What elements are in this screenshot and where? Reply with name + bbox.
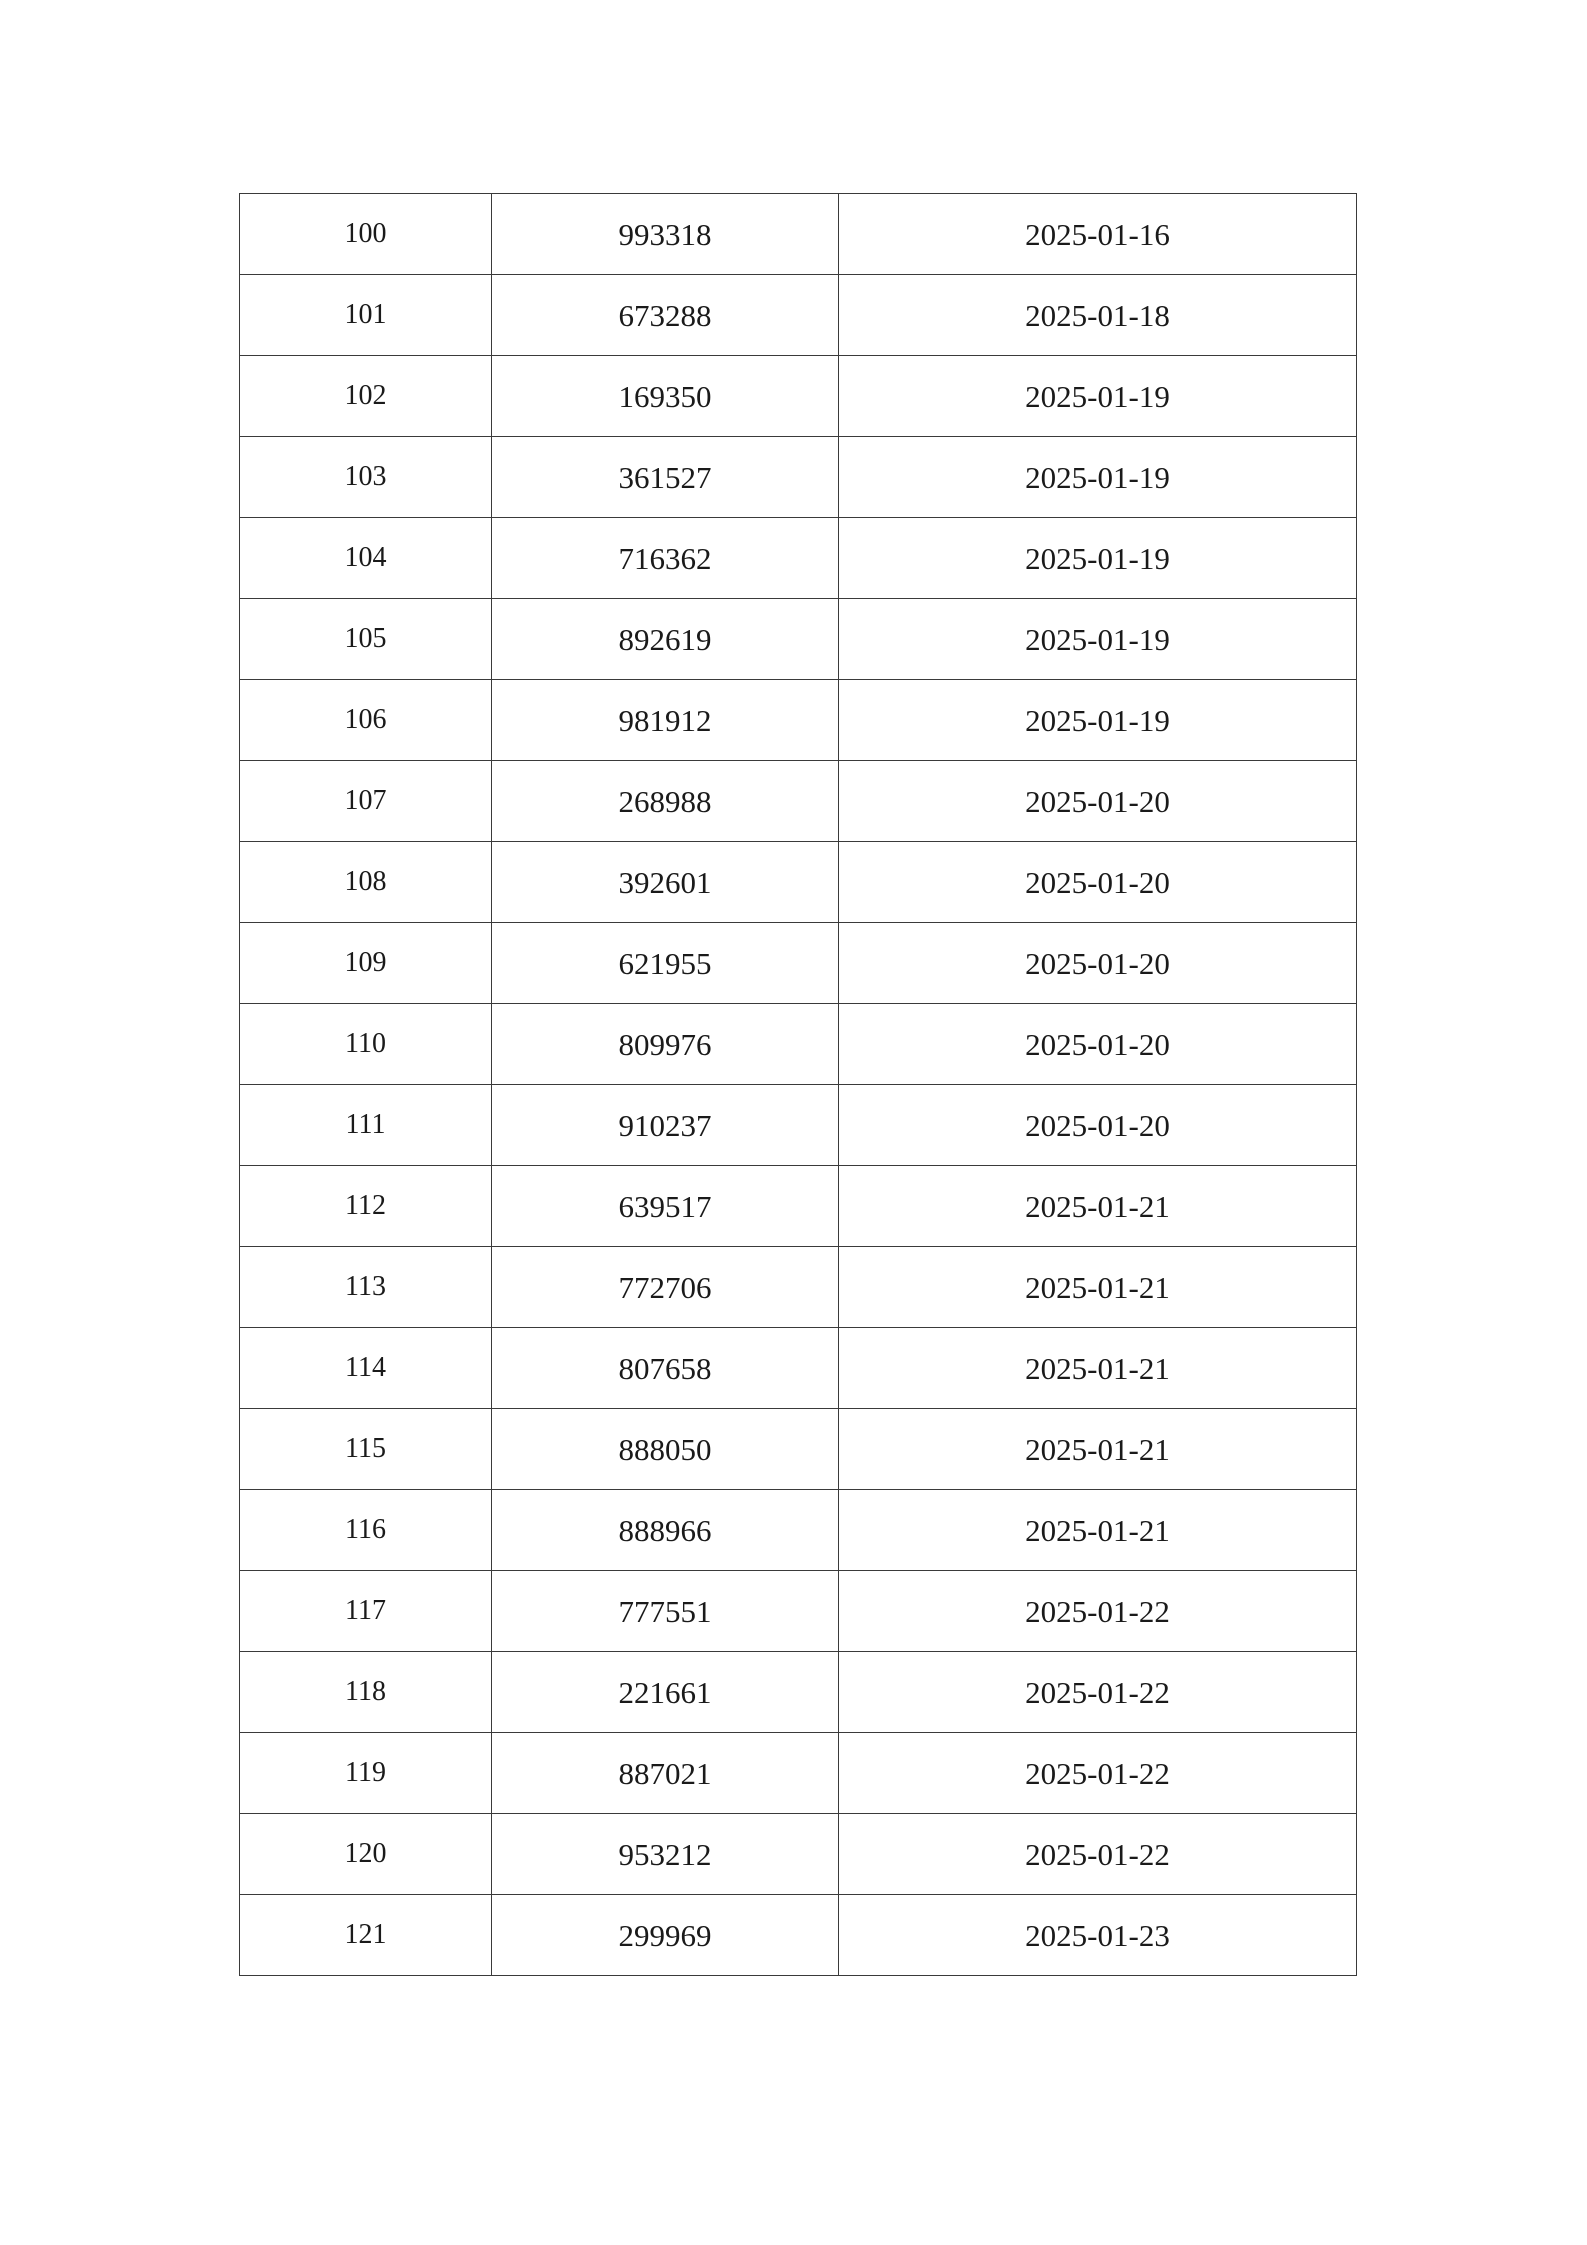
- row-code-cell: 392601: [492, 842, 839, 923]
- row-date-cell: 2025-01-20: [839, 923, 1357, 1004]
- row-index-cell: 102: [240, 356, 492, 437]
- row-date-cell: 2025-01-21: [839, 1247, 1357, 1328]
- table-row: [240, 923, 1357, 1004]
- row-code-cell: 809976: [492, 1004, 839, 1085]
- table-body: [240, 194, 1357, 1976]
- row-date-cell: 2025-01-22: [839, 1571, 1357, 1652]
- row-index-cell: 110: [240, 1004, 492, 1085]
- row-date-cell: 2025-01-20: [839, 761, 1357, 842]
- table-row: [240, 1652, 1357, 1733]
- row-code-cell: 807658: [492, 1328, 839, 1409]
- row-date-cell: 2025-01-16: [839, 194, 1357, 275]
- row-code-cell: 716362: [492, 518, 839, 599]
- row-code-cell: 888050: [492, 1409, 839, 1490]
- row-date-cell: 2025-01-21: [839, 1328, 1357, 1409]
- row-code-cell: 888966: [492, 1490, 839, 1571]
- row-index-cell: 119: [240, 1733, 492, 1814]
- row-index-cell: 108: [240, 842, 492, 923]
- row-code-cell: 299969: [492, 1895, 839, 1976]
- table-row: [240, 1895, 1357, 1976]
- row-index-cell: 104: [240, 518, 492, 599]
- row-index-cell: 114: [240, 1328, 492, 1409]
- row-index-cell: 105: [240, 599, 492, 680]
- table-row: [240, 1571, 1357, 1652]
- row-code-cell: 892619: [492, 599, 839, 680]
- row-date-cell: 2025-01-23: [839, 1895, 1357, 1976]
- table-row: [240, 1409, 1357, 1490]
- row-code-cell: 221661: [492, 1652, 839, 1733]
- row-code-cell: 268988: [492, 761, 839, 842]
- table-row: [240, 680, 1357, 761]
- row-date-cell: 2025-01-19: [839, 680, 1357, 761]
- row-code-cell: 777551: [492, 1571, 839, 1652]
- row-index-cell: 121: [240, 1895, 492, 1976]
- row-index-cell: 117: [240, 1571, 492, 1652]
- row-code-cell: 981912: [492, 680, 839, 761]
- table-row: [240, 275, 1357, 356]
- row-index-cell: 116: [240, 1490, 492, 1571]
- row-date-cell: 2025-01-21: [839, 1166, 1357, 1247]
- table-row: [240, 1247, 1357, 1328]
- row-date-cell: 2025-01-20: [839, 842, 1357, 923]
- row-code-cell: 993318: [492, 194, 839, 275]
- row-date-cell: 2025-01-19: [839, 599, 1357, 680]
- table-row: [240, 518, 1357, 599]
- row-code-cell: 772706: [492, 1247, 839, 1328]
- row-index-cell: 107: [240, 761, 492, 842]
- table-row: [240, 1733, 1357, 1814]
- row-date-cell: 2025-01-22: [839, 1733, 1357, 1814]
- table-row: [240, 194, 1357, 275]
- row-code-cell: 953212: [492, 1814, 839, 1895]
- row-index-cell: 111: [240, 1085, 492, 1166]
- row-date-cell: 2025-01-22: [839, 1814, 1357, 1895]
- row-date-cell: 2025-01-19: [839, 437, 1357, 518]
- row-index-cell: 100: [240, 194, 492, 275]
- row-index-cell: 103: [240, 437, 492, 518]
- row-code-cell: 621955: [492, 923, 839, 1004]
- row-index-cell: 106: [240, 680, 492, 761]
- row-date-cell: 2025-01-21: [839, 1409, 1357, 1490]
- table-row: [240, 1004, 1357, 1085]
- row-index-cell: 109: [240, 923, 492, 1004]
- row-date-cell: 2025-01-20: [839, 1004, 1357, 1085]
- row-code-cell: 361527: [492, 437, 839, 518]
- table-row: [240, 437, 1357, 518]
- row-code-cell: 887021: [492, 1733, 839, 1814]
- row-index-cell: 112: [240, 1166, 492, 1247]
- row-code-cell: 673288: [492, 275, 839, 356]
- row-date-cell: 2025-01-19: [839, 518, 1357, 599]
- table-row: [240, 356, 1357, 437]
- row-date-cell: 2025-01-19: [839, 356, 1357, 437]
- table-row: [240, 761, 1357, 842]
- row-index-cell: 120: [240, 1814, 492, 1895]
- row-date-cell: 2025-01-18: [839, 275, 1357, 356]
- row-index-cell: 101: [240, 275, 492, 356]
- table-row: [240, 1166, 1357, 1247]
- row-code-cell: 910237: [492, 1085, 839, 1166]
- row-code-cell: 639517: [492, 1166, 839, 1247]
- table-row: [240, 1328, 1357, 1409]
- table-row: [240, 1490, 1357, 1571]
- row-date-cell: 2025-01-20: [839, 1085, 1357, 1166]
- table-row: [240, 1085, 1357, 1166]
- table-row: [240, 599, 1357, 680]
- row-index-cell: 118: [240, 1652, 492, 1733]
- row-index-cell: 113: [240, 1247, 492, 1328]
- table-row: [240, 842, 1357, 923]
- row-index-cell: 115: [240, 1409, 492, 1490]
- row-date-cell: 2025-01-21: [839, 1490, 1357, 1571]
- row-code-cell: 169350: [492, 356, 839, 437]
- row-date-cell: 2025-01-22: [839, 1652, 1357, 1733]
- data-table: [239, 193, 1357, 1976]
- table-row: [240, 1814, 1357, 1895]
